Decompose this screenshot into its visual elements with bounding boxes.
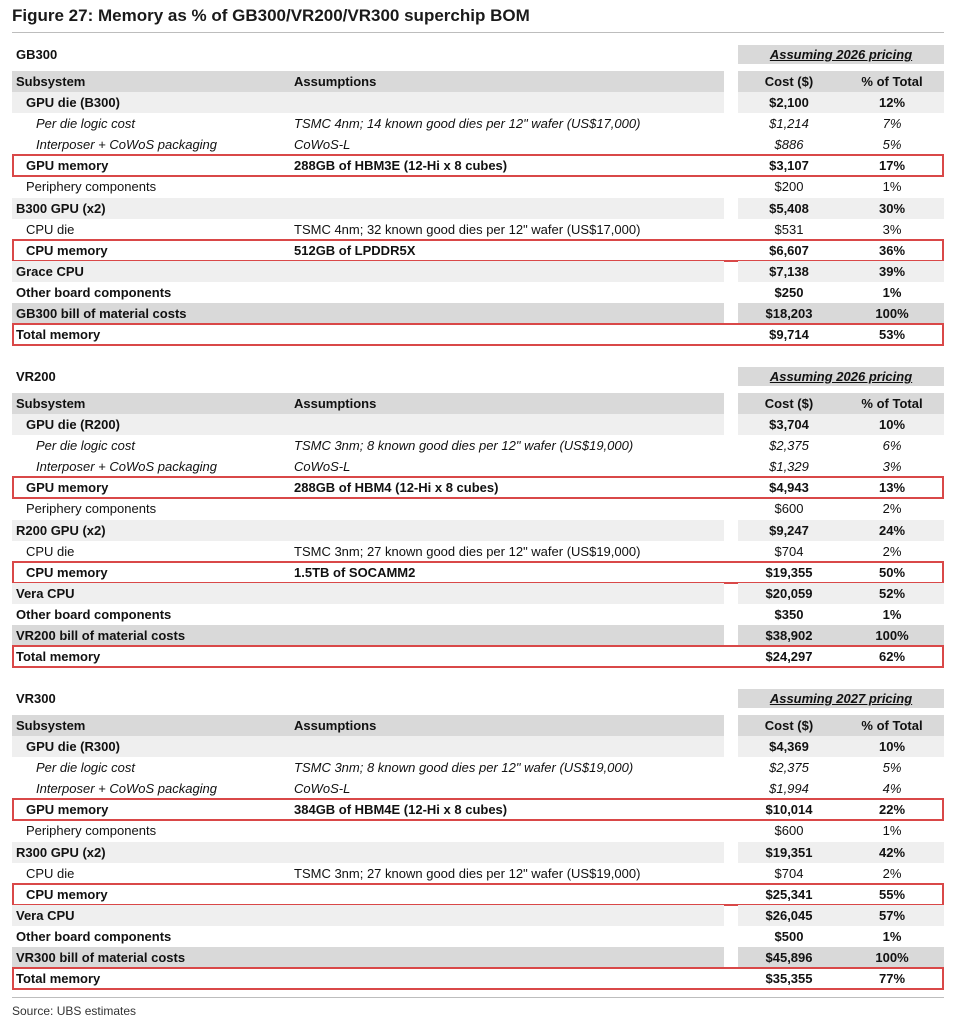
row-label: Interposer + CoWoS packaging xyxy=(36,459,218,475)
row-label: GPU die (R300) xyxy=(26,739,120,754)
table-row xyxy=(12,113,944,134)
row-pct: 100% xyxy=(875,306,909,321)
section-name: VR300 xyxy=(16,691,56,706)
table-row xyxy=(12,324,944,345)
row-cost: $600 xyxy=(774,501,804,517)
row-cost: $18,203 xyxy=(765,306,813,321)
row-assumption: 288GB of HBM3E (12-Hi x 8 cubes) xyxy=(294,158,508,174)
row-cost: $6,607 xyxy=(769,242,809,258)
row-cost: $531 xyxy=(774,221,804,237)
header-assumptions: Assumptions xyxy=(294,718,377,733)
row-cost: $2,375 xyxy=(769,438,809,454)
row-pct: 24% xyxy=(878,522,906,538)
row-cost: $4,943 xyxy=(769,480,809,496)
row-label: VR300 bill of material costs xyxy=(16,950,186,965)
row-cost: $500 xyxy=(774,928,804,944)
table-row xyxy=(12,282,944,303)
row-assumption: 1.5TB of SOCAMM2 xyxy=(294,564,416,580)
row-pct: 4% xyxy=(882,781,902,797)
row-label: CPU memory xyxy=(26,242,108,258)
row-pct: 3% xyxy=(882,459,902,475)
header-pct: % of Total xyxy=(861,74,923,89)
row-pct: 13% xyxy=(878,480,906,496)
row-label: CPU memory xyxy=(26,564,108,580)
section-vr300 xyxy=(12,688,944,989)
table-row xyxy=(12,583,944,604)
row-pct: 39% xyxy=(878,263,906,279)
table-row xyxy=(12,176,944,197)
row-cost: $600 xyxy=(774,823,804,839)
table-row xyxy=(12,968,944,989)
pricing-text: Assuming 2026 pricing xyxy=(769,369,913,384)
table-row xyxy=(12,947,944,968)
row-cost: $25,341 xyxy=(765,886,813,902)
table-row xyxy=(12,303,944,324)
row-label: Per die logic cost xyxy=(36,438,135,454)
table-header xyxy=(12,71,944,92)
row-label: GB300 bill of material costs xyxy=(16,306,187,321)
pricing-label xyxy=(738,689,944,708)
table-row xyxy=(12,456,944,477)
row-pct: 52% xyxy=(878,585,906,601)
row-pct: 17% xyxy=(878,158,906,174)
row-assumption: CoWoS-L xyxy=(294,137,351,153)
row-label: Periphery components xyxy=(26,823,157,839)
row-assumption: TSMC 3nm; 8 known good dies per 12" wafer (US$19,000) xyxy=(294,760,634,776)
row-pct: 2% xyxy=(882,865,902,881)
pricing-label xyxy=(738,367,944,386)
row-label: GPU die (B300) xyxy=(26,95,120,110)
section-name: VR200 xyxy=(16,369,56,384)
row-pct: 1% xyxy=(882,823,902,839)
row-cost: $26,045 xyxy=(765,907,813,923)
section-gb300 xyxy=(12,44,944,345)
table-row xyxy=(12,134,944,155)
header-cost: Cost ($) xyxy=(764,74,814,89)
row-label: Other board components xyxy=(16,928,172,944)
table-row xyxy=(12,261,944,282)
table-row xyxy=(12,240,944,261)
row-label: Total memory xyxy=(16,649,101,665)
header-cost: Cost ($) xyxy=(764,718,814,733)
header-cost: Cost ($) xyxy=(764,396,814,411)
table-row xyxy=(12,842,944,863)
row-pct: 53% xyxy=(878,327,906,343)
row-cost: $19,351 xyxy=(765,844,813,860)
row-pct: 77% xyxy=(878,971,906,987)
row-assumption: TSMC 4nm; 32 known good dies per 12" wafer (US$17,000) xyxy=(294,221,641,237)
pricing-text: Assuming 2026 pricing xyxy=(769,47,913,62)
bottom-divider xyxy=(12,997,944,998)
table-row xyxy=(12,498,944,519)
row-label: Per die logic cost xyxy=(36,760,135,776)
row-label: GPU memory xyxy=(26,480,109,496)
row-pct: 5% xyxy=(882,760,902,776)
row-cost: $20,059 xyxy=(765,585,813,601)
row-cost: $2,375 xyxy=(769,760,809,776)
row-label: CPU die xyxy=(26,221,75,237)
row-label: VR200 bill of material costs xyxy=(16,628,186,643)
table-row xyxy=(12,646,944,667)
row-cost: $7,138 xyxy=(769,263,809,279)
row-pct: 30% xyxy=(878,200,906,216)
row-assumption: 384GB of HBM4E (12-Hi x 8 cubes) xyxy=(294,802,508,818)
row-cost: $250 xyxy=(774,284,804,300)
row-pct: 1% xyxy=(882,179,902,195)
row-cost: $704 xyxy=(774,543,804,559)
row-cost: $1,329 xyxy=(769,459,809,475)
table-row xyxy=(12,884,944,905)
row-label: CPU memory xyxy=(26,886,108,902)
row-label: GPU memory xyxy=(26,802,109,818)
table-row xyxy=(12,541,944,562)
row-cost: $704 xyxy=(774,865,804,881)
row-band-left xyxy=(12,905,724,926)
table-row xyxy=(12,799,944,820)
row-pct: 22% xyxy=(878,802,906,818)
row-cost: $35,355 xyxy=(765,971,813,987)
row-pct: 50% xyxy=(878,564,906,580)
row-assumption: CoWoS-L xyxy=(294,459,351,475)
table-row xyxy=(12,757,944,778)
row-pct: 62% xyxy=(878,649,906,665)
table-row xyxy=(12,92,944,113)
table-row xyxy=(12,562,944,583)
row-cost: $5,408 xyxy=(769,200,809,216)
row-pct: 3% xyxy=(882,221,902,237)
title-divider xyxy=(12,32,944,33)
table-row xyxy=(12,520,944,541)
row-cost: $1,214 xyxy=(769,116,809,132)
table-row xyxy=(12,219,944,240)
row-band-left xyxy=(12,520,724,541)
table-row xyxy=(12,926,944,947)
row-cost: $2,100 xyxy=(769,95,809,110)
row-pct: 55% xyxy=(878,886,906,902)
row-label: Per die logic cost xyxy=(36,116,135,132)
header-assumptions: Assumptions xyxy=(294,74,377,89)
row-label: Vera CPU xyxy=(16,585,75,601)
table-row xyxy=(12,863,944,884)
row-pct: 36% xyxy=(878,242,906,258)
row-label: R200 GPU (x2) xyxy=(16,522,106,538)
row-label: CPU die xyxy=(26,865,75,881)
row-label: Interposer + CoWoS packaging xyxy=(36,781,218,797)
row-label: R300 GPU (x2) xyxy=(16,844,106,860)
row-label: Periphery components xyxy=(26,501,157,517)
pricing-label xyxy=(738,45,944,64)
header-subsystem: Subsystem xyxy=(16,718,86,733)
row-pct: 57% xyxy=(878,907,906,923)
row-label: Grace CPU xyxy=(16,263,84,279)
row-pct: 6% xyxy=(882,438,902,454)
row-pct: 100% xyxy=(875,950,909,965)
row-label: Interposer + CoWoS packaging xyxy=(36,137,218,153)
row-cost: $1,994 xyxy=(769,781,809,797)
row-label: Periphery components xyxy=(26,179,157,195)
row-cost: $9,714 xyxy=(769,327,809,343)
row-assumption: CoWoS-L xyxy=(294,781,351,797)
row-cost: $886 xyxy=(774,137,804,153)
row-cost: $200 xyxy=(774,179,804,195)
row-cost: $10,014 xyxy=(765,802,813,818)
header-pct: % of Total xyxy=(861,396,923,411)
row-cost: $19,355 xyxy=(765,564,813,580)
row-assumption: TSMC 3nm; 8 known good dies per 12" wafer (US$19,000) xyxy=(294,438,634,454)
header-assumptions: Assumptions xyxy=(294,396,377,411)
row-assumption: TSMC 3nm; 27 known good dies per 12" wafer (US$19,000) xyxy=(294,865,641,881)
table-header xyxy=(12,393,944,414)
table-row xyxy=(12,155,944,176)
source-note: Source: UBS estimates xyxy=(12,1004,137,1018)
row-cost: $24,297 xyxy=(765,649,813,665)
row-pct: 7% xyxy=(882,116,902,132)
header-pct: % of Total xyxy=(861,718,923,733)
table-row xyxy=(12,435,944,456)
row-pct: 100% xyxy=(875,628,909,643)
table-row xyxy=(12,414,944,435)
table-row xyxy=(12,604,944,625)
row-band-left xyxy=(12,198,724,219)
row-assumption: TSMC 3nm; 27 known good dies per 12" wafer (US$19,000) xyxy=(294,543,641,559)
row-band-left xyxy=(12,261,724,282)
row-label: B300 GPU (x2) xyxy=(16,200,106,216)
row-label: GPU die (R200) xyxy=(26,417,120,432)
row-cost: $3,704 xyxy=(769,417,809,432)
table-row xyxy=(12,778,944,799)
row-cost: $9,247 xyxy=(769,522,809,538)
section-vr200 xyxy=(12,366,944,667)
row-pct: 1% xyxy=(882,928,902,944)
row-assumption: 288GB of HBM4 (12-Hi x 8 cubes) xyxy=(294,480,499,496)
row-pct: 10% xyxy=(878,417,906,432)
table-row xyxy=(12,198,944,219)
row-cost: $45,896 xyxy=(765,950,813,965)
figure-title: Figure 27: Memory as % of GB300/VR200/VR300 superchip BOM xyxy=(12,6,530,25)
row-pct: 2% xyxy=(882,543,902,559)
row-cost: $3,107 xyxy=(769,158,809,174)
table-row xyxy=(12,477,944,498)
header-subsystem: Subsystem xyxy=(16,74,86,89)
row-label: Total memory xyxy=(16,971,101,987)
table-header xyxy=(12,715,944,736)
pricing-text: Assuming 2027 pricing xyxy=(769,691,913,706)
row-pct: 2% xyxy=(882,501,902,517)
row-pct: 1% xyxy=(882,284,902,300)
row-label: Total memory xyxy=(16,327,101,343)
row-label: CPU die xyxy=(26,543,75,559)
row-assumption: 512GB of LPDDR5X xyxy=(294,242,416,258)
row-pct: 5% xyxy=(882,137,902,153)
header-subsystem: Subsystem xyxy=(16,396,86,411)
row-label: GPU memory xyxy=(26,158,109,174)
table-row xyxy=(12,905,944,926)
table-row xyxy=(12,625,944,646)
row-label: Other board components xyxy=(16,606,172,622)
row-pct: 1% xyxy=(882,606,902,622)
row-band-left xyxy=(12,583,724,604)
row-label: Other board components xyxy=(16,284,172,300)
row-cost: $350 xyxy=(774,606,804,622)
row-pct: 12% xyxy=(878,95,906,110)
table-row xyxy=(12,736,944,757)
row-pct: 42% xyxy=(878,844,906,860)
row-assumption: TSMC 4nm; 14 known good dies per 12" wafer (US$17,000) xyxy=(294,116,641,132)
row-label: Vera CPU xyxy=(16,907,75,923)
row-cost: $38,902 xyxy=(765,628,813,643)
section-name: GB300 xyxy=(16,47,58,62)
row-pct: 10% xyxy=(878,739,906,754)
row-band-left xyxy=(12,842,724,863)
table-row xyxy=(12,820,944,841)
row-cost: $4,369 xyxy=(769,739,809,754)
